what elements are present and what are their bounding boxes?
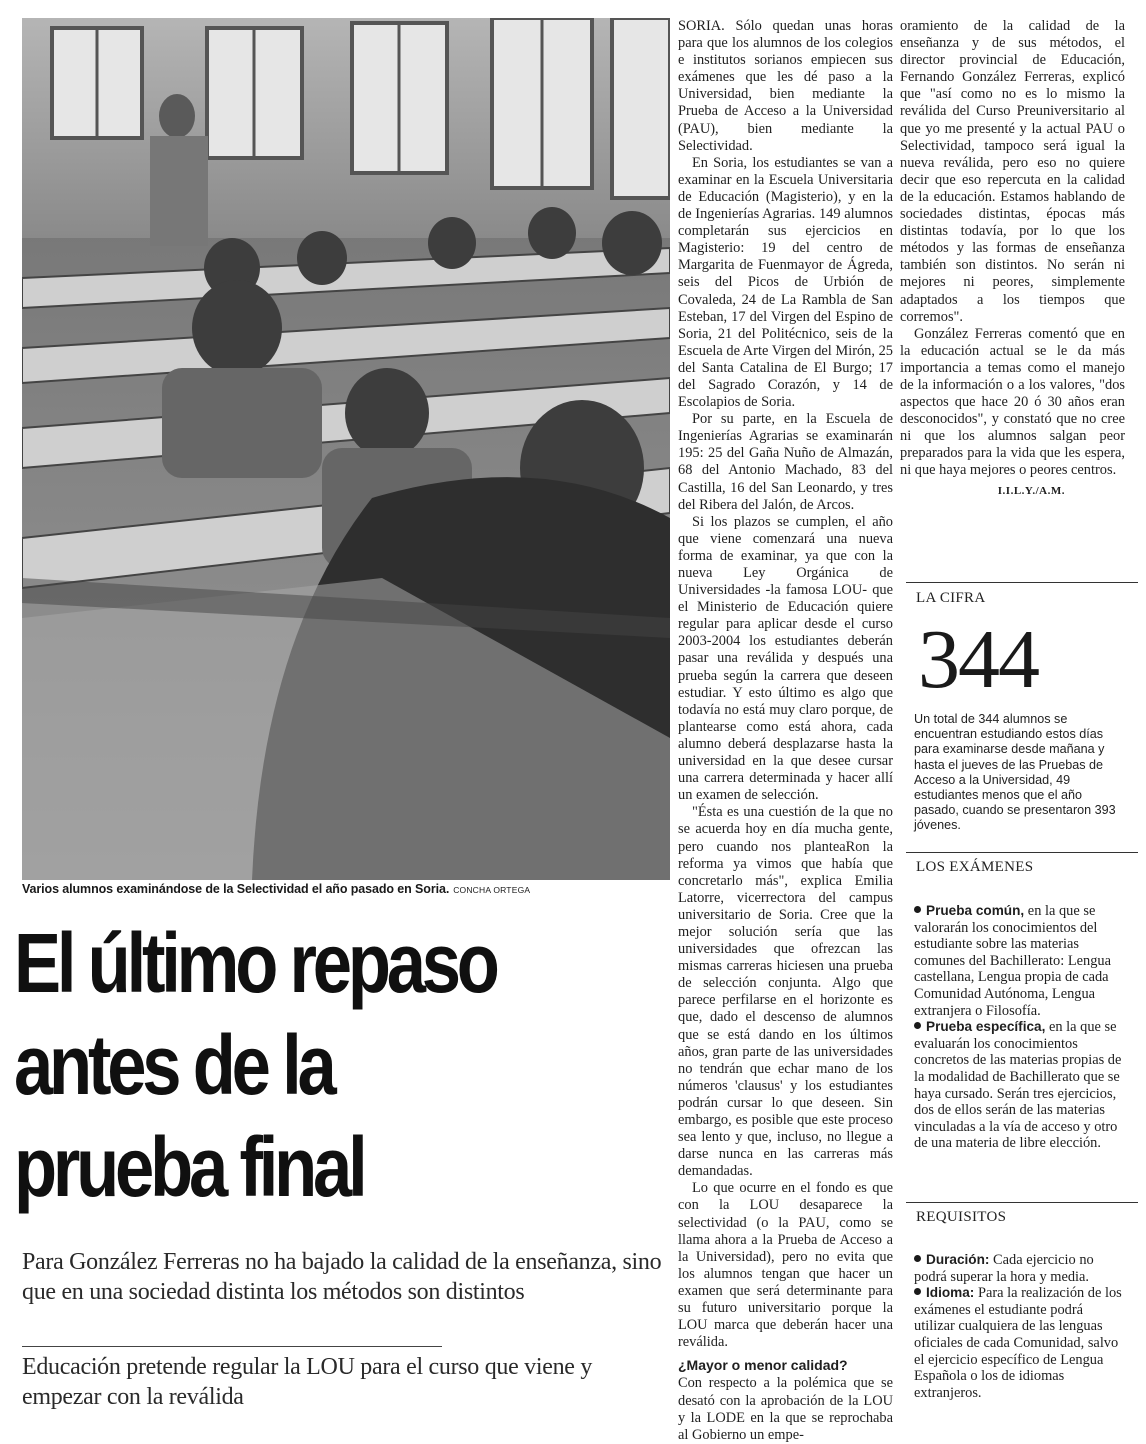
paragraph: Con respecto a la polémica que se desató con la aprobación de la LOU y la LODE en la que se reprochaba al Gobierno un empe- bbox=[678, 1375, 893, 1443]
la-cifra-text: Un total de 344 alumnos se encuentran estudiando estos días para examinarse desde mañana y hasta el jueves de las Pruebas de Acceso a la Universidad, 49 estudiantes menos que el año pasado, cuando se presentaron 393 jóvenes. bbox=[914, 712, 1116, 833]
item-text: en la que se evaluarán los conocimientos concretos de las materias propias de la modalidad de Bachillerato que se haya cursado. Serán tres ejercicios, dos de ellos serán de las materias vinculadas a la vía de acceso y otro de una materia de libre elección. bbox=[914, 1019, 1122, 1152]
item-term: Duración: bbox=[926, 1252, 990, 1267]
paragraph: Si los plazos se cumplen, el año que viene comenzará una nueva forma de examinar, ya que con la nueva Ley Orgánica de Universidades -la famosa LOU- que el Ministerio de Educación quiere regular para aplicar desde el curso 2003-2004 los estudiantes deberán pasar una reválida y después una prueba según la carrera que deseen estudiar. Y esto último es algo que todavía no está muy claro porque, de plantearse como está ahora, cada alumno deberá desplazarse hasta la universidad en la que desee cursar una carrera determinada y hacer allí un examen de selección. bbox=[678, 513, 893, 804]
bullet-icon bbox=[914, 1288, 921, 1295]
sidebar-rule-top bbox=[906, 582, 1138, 583]
article-photo bbox=[22, 18, 670, 880]
caption-text: Varios alumnos examinándose de la Selectividad el año pasado en Soria. bbox=[22, 882, 450, 896]
la-cifra-number: 344 bbox=[918, 613, 1038, 706]
paragraph: González Ferreras comentó que en la educación actual se le da más importancia a temas como el manejo de la información o a los valores, "dos aspectos que hace 20 ó 30 años eran desconocidos", y constató que no cree ni que los alumnos salgan peor preparados para la vida que les espera, ni que haya mejores o peores centros. bbox=[900, 325, 1125, 479]
subhead-2: Educación pretende regular la LOU para el curso que viene y empezar con la reválida bbox=[22, 1354, 593, 1410]
photo-caption bbox=[22, 882, 670, 896]
examenes-list bbox=[914, 903, 1124, 1152]
sidebar-rule-requisitos bbox=[906, 1202, 1138, 1203]
photo-credit: CONCHA ORTEGA bbox=[453, 885, 531, 895]
section-subtitle: ¿Mayor o menor calidad? bbox=[678, 1357, 848, 1374]
paragraph: oramiento de la calidad de la enseñanza y de sus métodos, el director provincial de Educación, Fernando González Ferreras, explicó que "así como no es lo mismo la reválida del Curso Preuniversitario al que yo me presenté y la actual PAU o Selectividad, tampoco será igual la nueva reválida, pero eso no quiere decir que eso repercuta en la calidad de la educación. Estamos hablando de sociedades distintas, épocas más distintas todavía, por lo que los métodos y las formas de enseñanza también son distintos. No serán ni mejores ni peores, simplemente adaptados a los tiempos que corremos". bbox=[900, 18, 1125, 325]
paragraph: SORIA. Sólo quedan unas horas para que los alumnos de los colegios e institutos sorianos empiecen sus exámenes que les dé paso a la Universidad, bien mediante la Prueba de Acceso a la Universidad (PAU), bien mediante la Selectividad. bbox=[678, 18, 893, 154]
author-signature: I.I.L.Y./A.M. bbox=[997, 484, 1065, 497]
item-text: en la que se valorarán los conocimientos del estudiante sobre las materias comunes del Bachillerato: Lengua castellana, Lengua propia de cada Comunidad Autónoma, Lengua extranjera o Filosofía. bbox=[914, 903, 1111, 1019]
paragraph: En Soria, los estudiantes se van a examinar en la Escuela Universitaria de Educación (Magisterio), y en la de Ingenierías Agrarias. 149 alumnos completarán sus ejercicios en Magisterio: 19 del centro de Margarita de Fuenmayor de Ágreda, seis del Picos de Urbión de Covaleda, 24 de La Rambla de San Esteban, 17 del Virgen del Espino de Soria, 21 del Politécnico, seis de la Escuela de Arte Virgen del Mirón, 25 del Santa Catalina de El Burgo; 17 del Sagrado Corazón, y 14 de Escolapios de Soria. bbox=[678, 154, 893, 411]
headline-line-3: prueba final bbox=[14, 1120, 364, 1214]
item-term: Prueba común, bbox=[926, 903, 1025, 918]
list-item bbox=[914, 903, 1124, 1019]
requisitos-label: REQUISITOS bbox=[916, 1209, 1007, 1225]
requisitos-list bbox=[914, 1252, 1124, 1401]
list-item bbox=[914, 1019, 1124, 1152]
item-text: Para la realización de los exámenes el estudiante podrá utilizar cualquiera de las lenguas oficiales de cada Comunidad, salvo el ejercicio específico de Lengua Española o los de idiomas extranjeros. bbox=[914, 1285, 1122, 1401]
paragraph: "Ésta es una cuestión de la que no se acuerda hoy en día mucha gente, pero cuando nos planteaRon la reforma ya vimos que había que concretarlo más", explica Emilia Latorre, vicerrectora del campus universitario de Soria. Cree que la mejor solución sería que las universidades que ofrezcan las mismas carreras hiciesen una prueba de selección conjunta. Algo que parece perfilarse en el horizonte es que, dado el descenso de alumnos que se está dando en los últimos años, gran parte de las universidades no tendrán que echar mano de los números 'clausus' y los estudiantes podrán cursar lo que deseen. Sin embargo, es posible que este proceso sea lento y que, incluso, no llegue a darse nunca en las carreras más demandadas. bbox=[678, 804, 893, 1180]
list-item bbox=[914, 1285, 1124, 1401]
exam-hall-photo bbox=[22, 18, 670, 880]
item-term: Idioma: bbox=[926, 1285, 975, 1301]
list-item bbox=[914, 1252, 1124, 1285]
examenes-label: LOS EXÁMENES bbox=[916, 859, 1034, 875]
bullet-icon bbox=[914, 1022, 921, 1029]
headline-line-1: El último repaso bbox=[14, 916, 496, 1010]
la-cifra-label: LA CIFRA bbox=[916, 590, 986, 606]
sidebar-rule-examenes bbox=[906, 852, 1138, 853]
bullet-icon bbox=[914, 1255, 921, 1262]
article-column-2 bbox=[900, 18, 1125, 500]
headline bbox=[14, 912, 560, 1218]
paragraph: Por su parte, en la Escuela de Ingenierías Agrarias se examinarán 195: 25 del Gaña Nuño de Almazán, 68 del Antonio Machado, 83 del Castilla, 16 del San Leonardo, y tres del Ribera del Jalón, de Arcos. bbox=[678, 411, 893, 513]
paragraph: Lo que ocurre en el fondo es que con la LOU desaparece la selectividad (o la PAU, como se llama ahora a la Prueba de Acceso a la Universidad), pero no evita que los alumnos tengan que hacer un examen que será determinante para su futuro universitario porque la LOU marca que deberán hacer una reválida. bbox=[678, 1180, 893, 1351]
article-column-1 bbox=[678, 18, 893, 1444]
subhead-1: Para González Ferreras no ha bajado la calidad de la enseñanza, sino que en una sociedad distinta los métodos son distintos bbox=[22, 1249, 662, 1305]
headline-line-2: antes de la bbox=[14, 1018, 333, 1112]
subhead-divider bbox=[22, 1346, 442, 1347]
item-term: Prueba específica, bbox=[926, 1019, 1046, 1035]
bullet-icon bbox=[914, 906, 921, 913]
item-text: Cada ejercicio no podrá superar la hora y media. bbox=[914, 1252, 1094, 1285]
